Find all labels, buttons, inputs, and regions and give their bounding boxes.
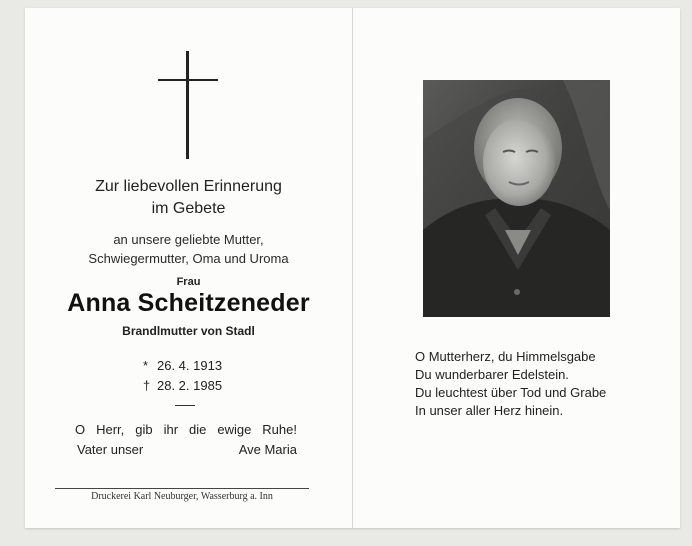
- intro-text: [25, 176, 352, 220]
- printer-rule: [55, 488, 309, 489]
- poem-line-3: Du leuchtest über Tod und Grabe: [415, 385, 607, 400]
- prayer-line: O Herr, gib ihr die ewige Ruhe!: [75, 422, 297, 437]
- separator-line: [175, 405, 195, 406]
- portrait-image: [423, 80, 610, 317]
- prayer-names: [75, 440, 297, 460]
- left-panel: [25, 8, 352, 528]
- prayer-ave-maria: Ave Maria: [238, 442, 297, 457]
- poem-line-2: Du wunderbarer Edelstein.: [415, 367, 569, 382]
- dedication-line-2: Schwiegermutter, Oma und Uroma: [88, 251, 289, 266]
- deceased-subtitle: Brandlmutter von Stadl: [122, 324, 255, 338]
- death-cross-icon: †: [143, 378, 151, 393]
- poem-line-4: In unser aller Herz hinein.: [415, 403, 564, 418]
- title-word: Frau: [176, 276, 201, 288]
- printer-credit: Druckerei Karl Neuburger, Wasserburg a. Inn: [91, 491, 273, 502]
- memorial-card: [25, 8, 680, 528]
- life-dates: [143, 356, 222, 396]
- death-date: 28. 2. 1985: [157, 378, 223, 393]
- intro-line-1: Zur liebevollen Erinnerung: [95, 178, 282, 195]
- prayer-block: [75, 420, 297, 460]
- death-row: [143, 376, 222, 396]
- dedication-line-1: an unsere geliebte Mutter,: [113, 232, 264, 247]
- birth-star-icon: *: [143, 358, 149, 373]
- poem-line-1: O Mutterherz, du Himmelsgabe: [415, 349, 596, 364]
- cross-icon: [158, 51, 218, 159]
- deceased-name: Anna Scheitzeneder: [67, 289, 310, 317]
- dedication-text: [25, 230, 352, 268]
- portrait-photo: [423, 80, 610, 317]
- poem: [415, 348, 606, 420]
- prayer-vater-unser: Vater unser: [77, 442, 144, 457]
- birth-date: 26. 4. 1913: [157, 358, 223, 373]
- intro-line-2: im Gebete: [151, 200, 226, 217]
- right-panel: [353, 8, 680, 528]
- birth-row: [143, 356, 222, 376]
